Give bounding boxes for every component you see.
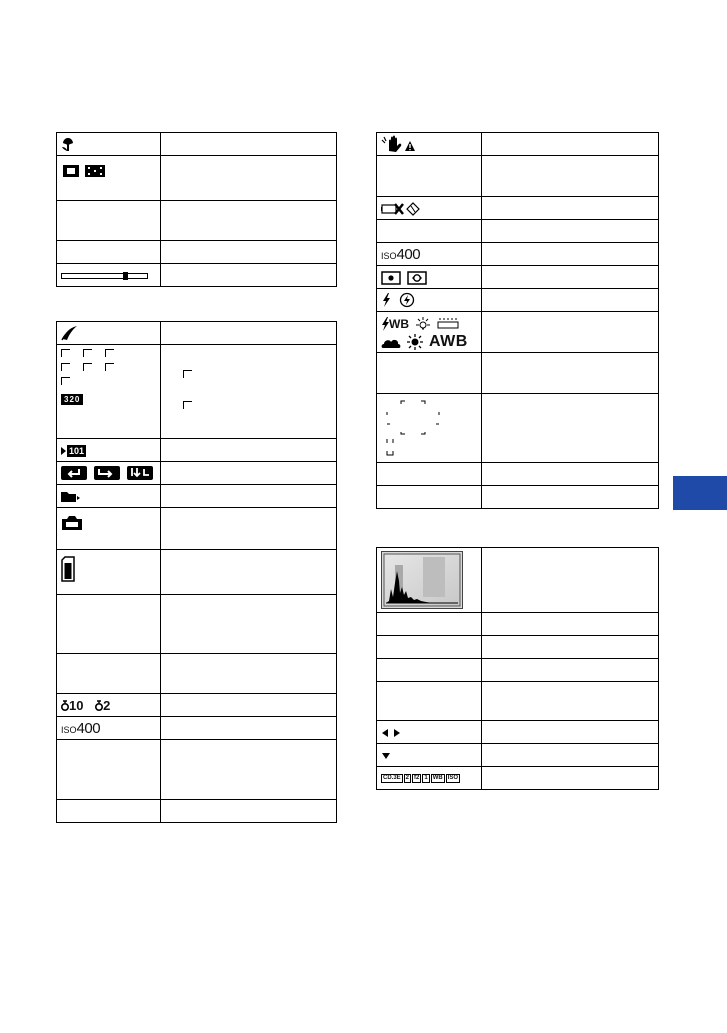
description-cell	[482, 548, 659, 613]
description-cell	[482, 353, 659, 394]
icon-cell	[377, 243, 482, 266]
description-cell	[161, 485, 337, 508]
description-cell	[482, 486, 659, 509]
table-row	[57, 264, 337, 287]
icon-cell	[377, 682, 482, 721]
description-cell	[161, 322, 337, 345]
description-cell	[482, 266, 659, 289]
icon-cell	[57, 717, 161, 740]
table-row	[57, 717, 337, 740]
description-cell	[161, 717, 337, 740]
table-row	[57, 508, 337, 550]
awb-label: AWB	[429, 333, 468, 350]
description-cell	[161, 439, 337, 462]
wb-label: WB	[389, 317, 409, 331]
metering-mode-icon	[381, 271, 431, 285]
self-timer-label-10: 10	[69, 697, 84, 713]
icon-cell	[377, 156, 482, 197]
battery-warning-icon	[381, 202, 421, 216]
icon-cell	[377, 548, 482, 613]
table-row	[57, 740, 337, 800]
display-table-left-1	[56, 132, 337, 287]
down-arrow-icon	[381, 752, 391, 760]
table-row	[57, 201, 337, 241]
icon-cell	[377, 721, 482, 744]
icon-cell	[57, 264, 161, 287]
histogram-icon	[381, 551, 463, 609]
description-cell	[482, 636, 659, 659]
table-row	[57, 156, 337, 201]
picture-size-icon	[61, 325, 79, 341]
icon-cell	[377, 767, 482, 790]
camera-shake-warning-icon	[381, 135, 415, 153]
table-row	[57, 241, 337, 264]
table-row	[57, 654, 337, 694]
table-row	[377, 659, 659, 682]
section-tab-marker	[673, 476, 727, 510]
icon-cell	[57, 156, 161, 201]
description-cell	[161, 241, 337, 264]
icon-cell	[57, 439, 161, 462]
folder-number: 101	[69, 446, 85, 457]
left-right-arrows-icon	[381, 728, 401, 738]
icon-cell	[57, 595, 161, 654]
table-row	[57, 550, 337, 595]
icon-cell	[377, 353, 482, 394]
icon-cell	[377, 636, 482, 659]
icon-cell	[377, 133, 482, 156]
table-row	[377, 486, 659, 509]
table-row	[377, 220, 659, 243]
description-cell	[482, 721, 659, 744]
self-timer-label-2: 2	[103, 697, 111, 713]
self-timer-icon	[95, 700, 103, 712]
af-range-finder-frame-icon	[61, 164, 109, 178]
icon-cell	[57, 485, 161, 508]
table-row	[57, 485, 337, 508]
table-row	[377, 767, 659, 790]
table-row	[377, 133, 659, 156]
description-cell	[482, 133, 659, 156]
icon-cell	[57, 345, 161, 439]
icon-cell	[57, 800, 161, 823]
table-row	[57, 462, 337, 485]
image-size-grid-icon	[61, 345, 156, 385]
table-row	[57, 345, 337, 439]
table-row	[377, 613, 659, 636]
icon-cell	[377, 744, 482, 767]
icon-cell	[377, 220, 482, 243]
description-cell	[482, 463, 659, 486]
description-cell	[482, 197, 659, 220]
display-table-left-2	[56, 321, 337, 823]
table-row	[377, 353, 659, 394]
icon-cell	[57, 462, 161, 485]
table-row	[377, 636, 659, 659]
table-row	[377, 156, 659, 197]
display-table-right-1	[376, 132, 659, 509]
icon-cell	[377, 197, 482, 220]
description-cell	[482, 156, 659, 197]
description-cell	[161, 550, 337, 595]
description-cell	[482, 659, 659, 682]
description-cell	[161, 800, 337, 823]
settings-strip-icon: CD.3E 2 f2 1 WB ISO	[383, 774, 459, 781]
icon-cell	[57, 201, 161, 241]
description-cell	[161, 462, 337, 485]
macro-flower-icon	[61, 136, 75, 152]
icon-cell	[57, 550, 161, 595]
table-row	[377, 721, 659, 744]
memory-stick-icon	[61, 556, 75, 582]
icon-cell	[57, 241, 161, 264]
icon-cell	[377, 486, 482, 509]
icon-cell	[57, 133, 161, 156]
table-row	[377, 463, 659, 486]
table-row	[57, 595, 337, 654]
white-balance-icon	[381, 315, 477, 333]
icon-cell	[377, 289, 482, 312]
image-size-corner-icon	[183, 401, 192, 409]
iso-icon: ISO400	[61, 719, 101, 737]
description-cell	[482, 394, 659, 463]
icon-cell	[57, 654, 161, 694]
description-cell	[482, 767, 659, 790]
internal-memory-icon	[61, 515, 83, 531]
self-timer-icon	[61, 700, 69, 712]
icon-cell	[377, 312, 482, 353]
table-row	[57, 439, 337, 462]
icon-cell	[377, 394, 482, 463]
description-cell	[482, 613, 659, 636]
description-cell	[161, 595, 337, 654]
folder-change-icon	[61, 465, 153, 481]
table-row	[377, 243, 659, 266]
table-row	[57, 133, 337, 156]
description-cell	[482, 220, 659, 243]
description-cell	[482, 243, 659, 266]
description-cell	[482, 289, 659, 312]
icon-cell	[377, 613, 482, 636]
white-balance-icon	[381, 333, 477, 351]
description-cell	[161, 345, 337, 439]
flash-icon	[381, 292, 421, 308]
table-row	[377, 744, 659, 767]
table-row	[377, 682, 659, 721]
description-cell	[161, 133, 337, 156]
icon-cell	[57, 740, 161, 800]
description-cell	[161, 156, 337, 201]
image-size-corner-icon	[183, 370, 192, 378]
description-cell	[161, 740, 337, 800]
icon-cell	[377, 659, 482, 682]
table-row	[377, 394, 659, 463]
table-row	[377, 289, 659, 312]
iso-icon: ISO400	[381, 245, 421, 263]
folder-icon	[61, 491, 81, 503]
icon-cell	[57, 508, 161, 550]
table-row	[57, 800, 337, 823]
description-cell	[161, 654, 337, 694]
table-row	[377, 312, 659, 353]
icon-cell	[57, 322, 161, 345]
description-cell	[482, 312, 659, 353]
table-row	[377, 197, 659, 220]
icon-cell	[377, 266, 482, 289]
description-cell	[161, 508, 337, 550]
description-cell	[482, 682, 659, 721]
table-row	[57, 322, 337, 345]
table-row	[57, 694, 337, 717]
table-row	[377, 266, 659, 289]
description-cell	[161, 694, 337, 717]
icon-cell	[57, 694, 161, 717]
description-cell	[161, 264, 337, 287]
icon-cell	[377, 463, 482, 486]
image-size-badge: 320	[61, 394, 83, 405]
display-table-right-2	[376, 547, 659, 790]
description-cell	[161, 201, 337, 241]
zoom-scaling-bar-icon	[61, 271, 149, 281]
af-frame-guides-icon	[381, 398, 445, 458]
table-row	[377, 548, 659, 613]
description-cell	[482, 744, 659, 767]
